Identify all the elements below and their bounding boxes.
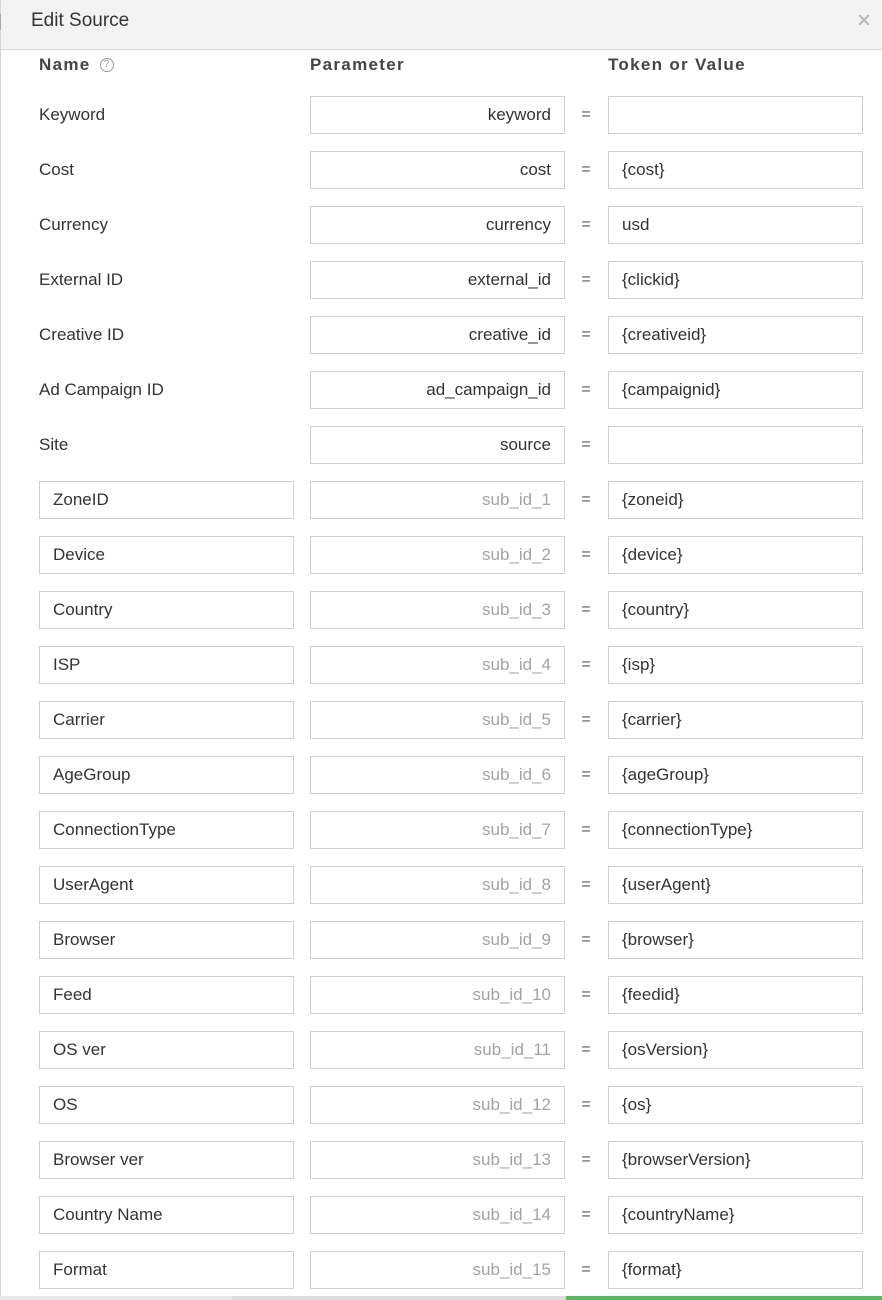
table-row xyxy=(0,1196,882,1234)
parameter-input[interactable]: sub_id_5 xyxy=(310,701,565,739)
equals-sign: = xyxy=(581,656,591,673)
parameter-input[interactable]: sub_id_6 xyxy=(310,756,565,794)
equals-sign: = xyxy=(581,821,591,838)
equals-sign: = xyxy=(581,161,591,178)
parameter-input[interactable]: external_id xyxy=(310,261,565,299)
equals-sign: = xyxy=(581,1041,591,1058)
value-input[interactable]: {osVersion} xyxy=(608,1031,863,1069)
value-input[interactable]: {os} xyxy=(608,1086,863,1124)
name-input[interactable]: ZoneID xyxy=(39,481,294,519)
parameter-input[interactable]: source xyxy=(310,426,565,464)
value-input[interactable]: {feedid} xyxy=(608,976,863,1014)
value-input[interactable]: {connectionType} xyxy=(608,811,863,849)
row-name-label: External ID xyxy=(39,270,124,289)
parameter-input[interactable]: sub_id_8 xyxy=(310,866,565,904)
name-input[interactable]: OS xyxy=(39,1086,294,1124)
dialog-title: Edit Source xyxy=(31,10,130,31)
equals-sign: = xyxy=(581,766,591,783)
value-input[interactable]: {cost} xyxy=(608,151,863,189)
name-input[interactable]: Format xyxy=(39,1251,294,1289)
parameter-input[interactable]: sub_id_1 xyxy=(310,481,565,519)
parameter-input[interactable]: sub_id_10 xyxy=(310,976,565,1014)
row-name-label: Currency xyxy=(39,215,108,234)
name-input[interactable]: ISP xyxy=(39,646,294,684)
cancel-button[interactable] xyxy=(232,1296,566,1300)
parameter-input[interactable]: sub_id_13 xyxy=(310,1141,565,1179)
equals-sign: = xyxy=(581,601,591,618)
value-input[interactable]: {countryName} xyxy=(608,1196,863,1234)
table-row xyxy=(0,811,882,849)
equals-sign: = xyxy=(581,1261,591,1278)
equals-sign: = xyxy=(581,381,591,398)
equals-sign: = xyxy=(581,1206,591,1223)
equals-sign: = xyxy=(581,326,591,343)
table-row xyxy=(0,206,882,244)
parameter-input[interactable]: keyword xyxy=(310,96,565,134)
value-input[interactable]: {campaignid} xyxy=(608,371,863,409)
save-button[interactable] xyxy=(566,1296,882,1300)
parameter-input[interactable]: cost xyxy=(310,151,565,189)
value-input[interactable]: {clickid} xyxy=(608,261,863,299)
equals-sign: = xyxy=(581,216,591,233)
table-row xyxy=(0,316,882,354)
parameter-input[interactable]: sub_id_3 xyxy=(310,591,565,629)
value-input[interactable]: usd xyxy=(608,206,863,244)
equals-sign: = xyxy=(581,1151,591,1168)
row-name-label: Keyword xyxy=(39,105,106,124)
parameter-input[interactable]: sub_id_4 xyxy=(310,646,565,684)
equals-sign: = xyxy=(581,436,591,453)
name-input[interactable]: Country xyxy=(39,591,294,629)
parameter-input[interactable]: sub_id_14 xyxy=(310,1196,565,1234)
row-name-label: Site xyxy=(39,435,69,454)
value-input[interactable] xyxy=(608,426,863,464)
parameter-input[interactable]: sub_id_7 xyxy=(310,811,565,849)
value-input[interactable]: {browserVersion} xyxy=(608,1141,863,1179)
name-input[interactable]: OS ver xyxy=(39,1031,294,1069)
column-header-name xyxy=(39,55,114,75)
parameter-input[interactable]: creative_id xyxy=(310,316,565,354)
name-input[interactable]: Browser xyxy=(39,921,294,959)
name-input[interactable]: Country Name xyxy=(39,1196,294,1234)
table-row xyxy=(0,151,882,189)
equals-sign: = xyxy=(581,876,591,893)
name-input[interactable]: Device xyxy=(39,536,294,574)
value-input[interactable]: {creativeid} xyxy=(608,316,863,354)
value-input[interactable] xyxy=(608,96,863,134)
table-row xyxy=(0,921,882,959)
parameter-input[interactable]: sub_id_12 xyxy=(310,1086,565,1124)
value-input[interactable]: {carrier} xyxy=(608,701,863,739)
equals-sign: = xyxy=(581,931,591,948)
parameter-input[interactable]: sub_id_11 xyxy=(310,1031,565,1069)
dialog-header xyxy=(1,0,882,50)
name-input[interactable]: ConnectionType xyxy=(39,811,294,849)
table-row xyxy=(0,1031,882,1069)
footer-segment xyxy=(0,1296,232,1300)
row-name-label: Creative ID xyxy=(39,325,125,344)
value-input[interactable]: {userAgent} xyxy=(608,866,863,904)
table-row xyxy=(0,371,882,409)
parameter-input[interactable]: sub_id_15 xyxy=(310,1251,565,1289)
table-row xyxy=(0,1141,882,1179)
value-input[interactable]: {device} xyxy=(608,536,863,574)
column-header-parameter: Parameter xyxy=(310,55,405,74)
table-row xyxy=(0,536,882,574)
table-row xyxy=(0,646,882,684)
equals-sign: = xyxy=(581,546,591,563)
table-row xyxy=(0,756,882,794)
footer-bar xyxy=(0,1296,882,1300)
row-name-label: Cost xyxy=(39,160,74,179)
table-row xyxy=(0,591,882,629)
equals-sign: = xyxy=(581,1096,591,1113)
parameter-input[interactable]: sub_id_9 xyxy=(310,921,565,959)
equals-sign: = xyxy=(581,491,591,508)
value-input[interactable]: {format} xyxy=(608,1251,863,1289)
close-icon[interactable]: × xyxy=(856,7,871,34)
column-header-name-label: Name xyxy=(39,55,91,74)
name-input[interactable]: UserAgent xyxy=(39,866,294,904)
table-row xyxy=(0,481,882,519)
table-row xyxy=(0,976,882,1014)
parameter-input[interactable]: sub_id_2 xyxy=(310,536,565,574)
parameter-input[interactable]: currency xyxy=(310,206,565,244)
table-row xyxy=(0,1086,882,1124)
value-input[interactable]: {isp} xyxy=(608,646,863,684)
column-header-value: Token or Value xyxy=(608,55,746,74)
equals-sign: = xyxy=(581,106,591,123)
table-row xyxy=(0,96,882,134)
name-input[interactable]: Feed xyxy=(39,976,294,1014)
name-input[interactable]: AgeGroup xyxy=(39,756,294,794)
table-row xyxy=(0,261,882,299)
table-row xyxy=(0,426,882,464)
parameter-input[interactable]: ad_campaign_id xyxy=(310,371,565,409)
equals-sign: = xyxy=(581,711,591,728)
table-row xyxy=(0,866,882,904)
name-input[interactable]: Browser ver xyxy=(39,1141,294,1179)
name-input[interactable]: Carrier xyxy=(39,701,294,739)
value-input[interactable]: {zoneid} xyxy=(608,481,863,519)
equals-sign: = xyxy=(581,986,591,1003)
value-input[interactable]: {country} xyxy=(608,591,863,629)
equals-sign: = xyxy=(581,271,591,288)
help-icon[interactable]: ? xyxy=(100,58,114,72)
table-row xyxy=(0,1251,882,1289)
value-input[interactable]: {browser} xyxy=(608,921,863,959)
table-row xyxy=(0,701,882,739)
value-input[interactable]: {ageGroup} xyxy=(608,756,863,794)
row-name-label: Ad Campaign ID xyxy=(39,380,164,399)
